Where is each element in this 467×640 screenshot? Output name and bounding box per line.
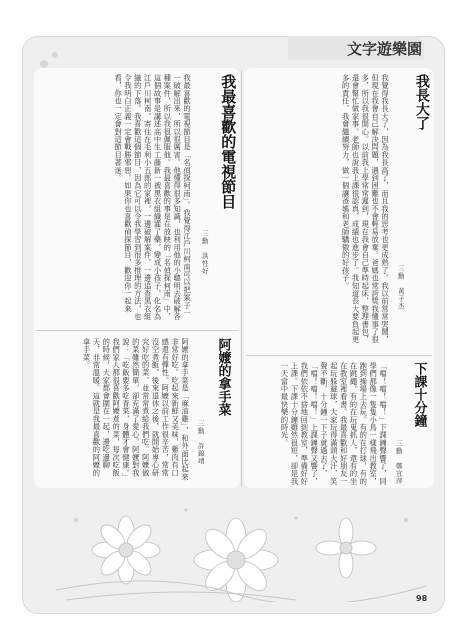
article-title: 下課十分鐘 [411, 362, 427, 427]
decor-bubble [40, 60, 48, 68]
divider [246, 355, 432, 356]
article-body: 「噹！噹！噹！」下課鐘聲響了，同學們都像一隻隻小鳥一樣飛出教室，跑到操場上去玩。有的在打球，有的在跳繩，有的在玩鬼抓人，還有的坐在教室裡看書。我最喜歡和好朋友一起玩躲避球，大家玩得滿頭大汗，笑聲不斷。十分鐘一下子就過去了，「噹！噹！噹！」上課鐘聲又響了，我們依依不捨地回到教室，準備好好上課。下課十分鐘雖然很短，卻是我一天當中最快樂的時光。 [280, 362, 388, 486]
article-byline: 三勳 許錦靖 [196, 420, 205, 465]
section-title: 文字遊樂園 [346, 40, 422, 58]
divider [36, 330, 238, 331]
article-byline: 三勳 鄭宜萍 [394, 440, 403, 485]
article-title: 我最喜歡的電視節目 [219, 74, 238, 209]
article-title: 阿嬤的拿手菜 [215, 338, 231, 416]
divider [241, 70, 242, 486]
article-body: 我最喜歡的電視節目是「名偵探柯南」。我覺得江戶川柯南可以把案子一一破解出來，所以很厲害。他懂得很多知識，也利用他的小聰明去破解各種案件，所以我很佩服他。我最喜歡的事是在放映的「名偵探柯南」中，這個故事是講述高中生工藤新一被黑衣組織灌了藥，變成小孩子，化名為江戶川柯南，寄住在毛利小五郎的家裡，一邊破解案件，一邊追查黑衣組織的下落。我喜歡這個節目，因為它可以令我學習到很多推理的方法，也令我明白正義一定會戰勝邪惡。如果你也喜歡偵探節目，歡迎你一起來看，你也一定會對這節目著迷。 [114, 74, 192, 321]
decor-bubble [52, 52, 58, 58]
article-byline: 三勳 黃子杰 [396, 265, 405, 310]
article-title: 我長大了 [413, 74, 430, 130]
article-body: 阿嬤的拿手菜是「麻油雞」，和外面比起來非常好吃。吃起來新鮮又美味，雞肉有口感還有彈性。阿嬤以前工作很辛苦，常常沒空煮飯，後來退休之後，就開始專心研究好吃的菜，並常常煮給我們吃。阿嬤做的菜雖然簡單，卻充滿了愛心。阿嬤對我說：「吃飯要多吃青菜，身體才會健康。」我們家人都很喜歡阿嬤煮的菜，每次吃飯的時候，大家都會圍在一起，邊吃邊聊天，非常溫暖。這就是我最喜歡的阿嬤的拿手菜。 [82, 338, 190, 481]
article-byline: 三勳 洪性好 [200, 230, 209, 275]
flower-illustration [36, 490, 436, 602]
article-body: 我覺得我長大了，因為我長高了，而且我的思考也更成熟了。我以前常常哭鬧，但現在我會自己解決問題，遇到困難也不會輕易放棄。爸媽也常誇獎我懂事了很多，所以我很開心。以前我上學常常遲到，現在我會自己準時起床，整理書包，還會幫忙做家事。老師也說我上課很認真，成績也進步了。我知道長大要負起更多的責任，我會繼續努力，做一個讓爸媽和老師驕傲的好孩子。 [341, 74, 390, 344]
page-number: 98 [416, 594, 428, 603]
